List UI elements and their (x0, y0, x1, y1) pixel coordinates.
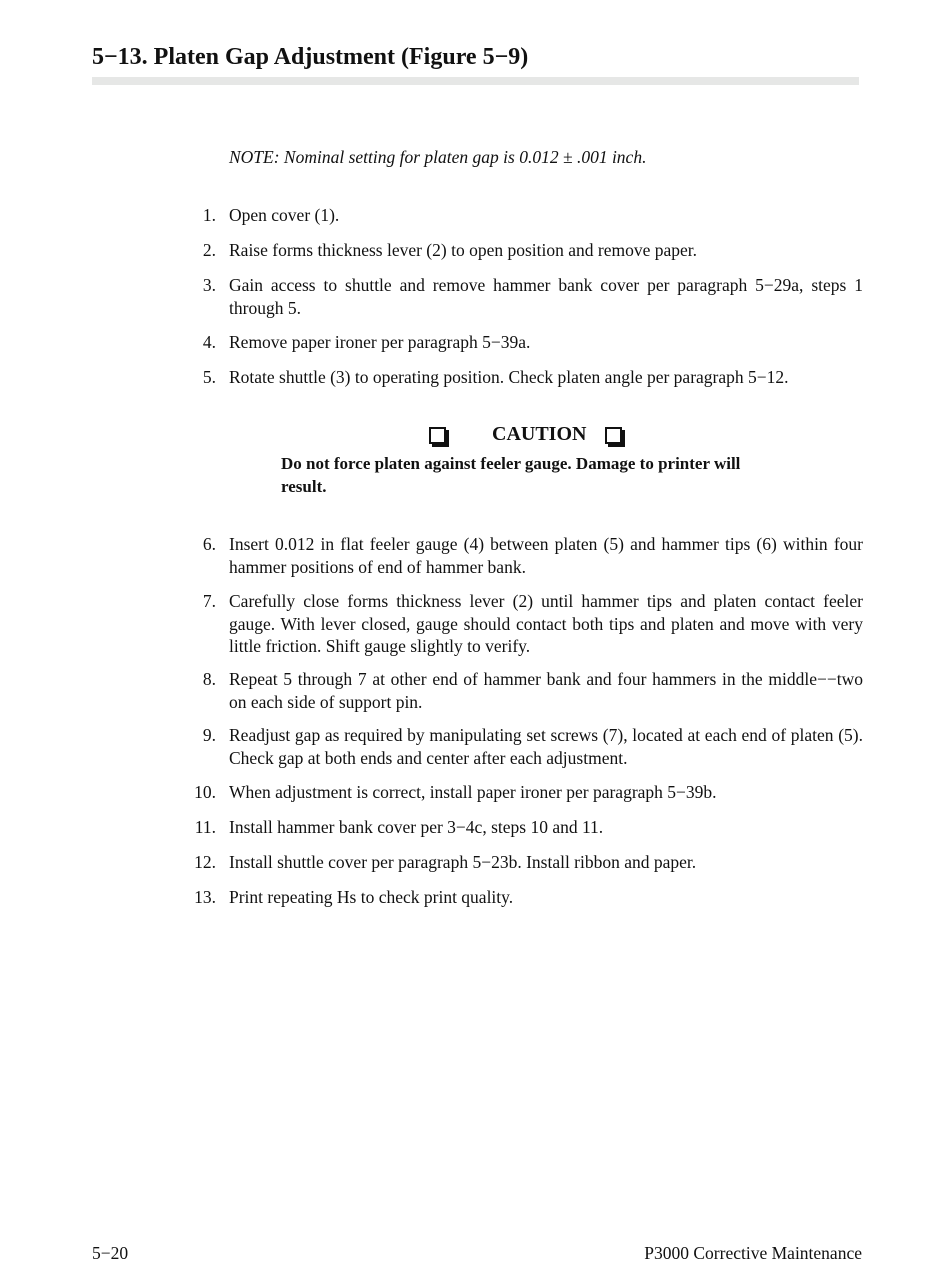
step-text: Raise forms thickness lever (2) to open position and remove paper. (229, 240, 698, 260)
step-number: 6. (202, 534, 216, 554)
step-number: 12. (194, 852, 216, 872)
checkbox-square-icon (605, 427, 622, 444)
step-number: 9. (202, 725, 216, 745)
caution-text: Do not force platen against feeler gauge. Damage to printer will result. (281, 454, 741, 496)
caution-heading (424, 420, 629, 450)
title-rule (92, 77, 859, 85)
step-text: Insert 0.012 in flat feeler gauge (4) between platen (5) and hammer tips (6) within four hammer positions of end of hammer bank. (229, 534, 863, 577)
step-item (180, 533, 863, 578)
step-item (180, 816, 863, 839)
step-text: Repeat 5 through 7 at other end of hammer bank and four hammers in the middle−−two on each side of support pin. (229, 669, 863, 712)
step-item (180, 204, 863, 227)
step-item (180, 331, 863, 354)
step-item (180, 668, 863, 713)
step-text: Install hammer bank cover per 3−4c, steps 10 and 11. (229, 817, 604, 837)
step-text: Install shuttle cover per paragraph 5−23b. Install ribbon and paper. (229, 852, 697, 872)
step-item (180, 886, 863, 909)
page-number: 5−20 (92, 1243, 129, 1263)
step-item (180, 274, 863, 319)
step-item (180, 724, 863, 769)
manual-title: P3000 Corrective Maintenance (644, 1243, 862, 1263)
step-number: 13. (194, 887, 216, 907)
step-number: 5. (202, 367, 216, 387)
step-number: 11. (194, 817, 216, 837)
note: NOTE: Nominal setting for platen gap is 0.012 ± .001 inch. (229, 147, 647, 167)
step-text: Remove paper ironer per paragraph 5−39a. (229, 332, 531, 352)
step-number: 1. (202, 205, 216, 225)
step-item (180, 590, 863, 658)
step-text: Rotate shuttle (3) to operating position. Check platen angle per paragraph 5−12. (229, 367, 789, 387)
caution-label: CAUTION (492, 423, 587, 445)
step-number: 4. (202, 332, 216, 352)
step-text: Readjust gap as required by manipulating set screws (7), located at each end of platen (5). Check gap at both ends and center after each adjustment. (229, 725, 863, 768)
step-item (180, 239, 863, 262)
step-item (180, 781, 863, 804)
step-item (180, 366, 863, 389)
step-number: 7. (202, 591, 216, 611)
step-number: 10. (194, 782, 216, 802)
step-text: Print repeating Hs to check print quality. (229, 887, 514, 907)
step-number: 3. (202, 275, 216, 295)
step-text: Open cover (1). (229, 205, 340, 225)
step-text: When adjustment is correct, install paper ironer per paragraph 5−39b. (229, 782, 717, 802)
step-number: 2. (202, 240, 216, 260)
checkbox-square-icon (429, 427, 446, 444)
step-number: 8. (202, 669, 216, 689)
step-text: Carefully close forms thickness lever (2) until hammer tips and platen contact feeler gauge. With lever closed, gauge should contact both tips and platen and move with very little friction. Shift gauge slightly to verify. (229, 591, 863, 656)
step-item (180, 851, 863, 874)
section-title: 5−13. Platen Gap Adjustment (Figure 5−9) (92, 44, 529, 70)
step-text: Gain access to shuttle and remove hammer bank cover per paragraph 5−29a, steps 1 through 5. (229, 275, 863, 318)
